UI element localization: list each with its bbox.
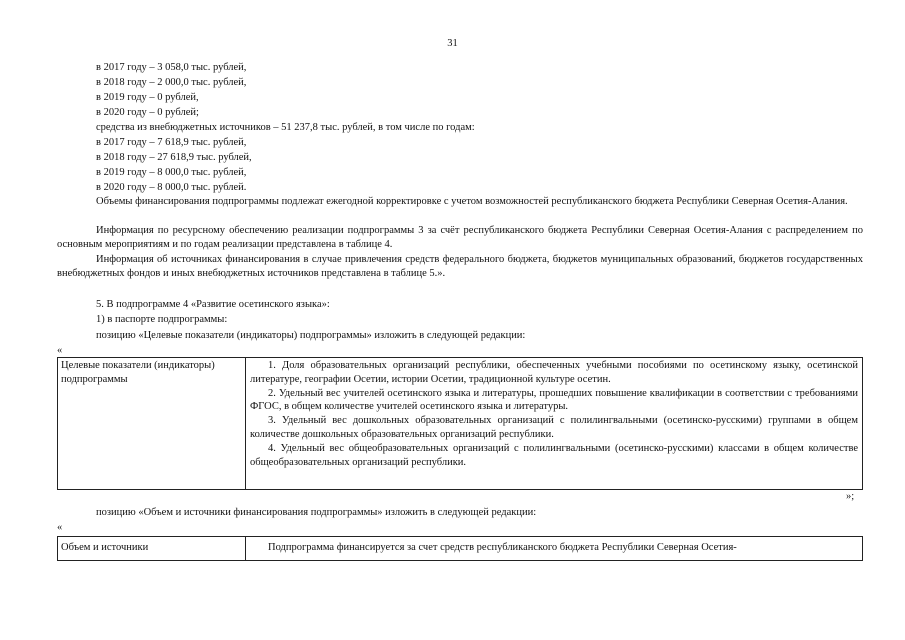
budget-line: в 2020 году – 8 000,0 тыс. рублей. — [96, 182, 247, 193]
budget-line: в 2018 году – 2 000,0 тыс. рублей, — [96, 77, 247, 88]
budget-line: в 2017 году – 3 058,0 тыс. рублей, — [96, 62, 247, 73]
open-quote: « — [57, 345, 63, 356]
budget-line: в 2020 году – 0 рублей; — [96, 107, 199, 118]
close-quote: »; — [846, 491, 855, 502]
budget-line: в 2019 году – 0 рублей, — [96, 92, 199, 103]
indicator-item: 3. Удельный вес дошкольных образовательных организаций с полилингвальными (осетинско-русскими) группами в общем количестве дошкольных образовательных организаций республики. — [250, 415, 858, 440]
budget-line: в 2019 году – 8 000,0 тыс. рублей, — [96, 167, 247, 178]
funding-table — [57, 536, 863, 561]
indicator-item: 1. Доля образовательных организаций республики, обеспеченных учебными пособиями по осетинскому языку, осетинской литературе, географии Осетии, истории Осетии, традиционной культуре осетин. — [250, 360, 858, 385]
open-quote: « — [57, 522, 63, 533]
funding-text-line: Подпрограмма финансируется за счет средств республиканского бюджета Республики Северная Осетия- — [268, 542, 737, 553]
budget-line: в 2017 году – 7 618,9 тыс. рублей, — [96, 137, 247, 148]
indicator-item: 2. Удельный вес учителей осетинского языка и литературы, прошедших повышение квалификации в соответствии с требованиями ФГОС, в общем количестве учителей осетинского языка и литературы. — [250, 387, 858, 413]
extra-sources-line: средства из внебюджетных источников – 51 237,8 тыс. рублей, в том числе по годам: — [96, 122, 475, 133]
paragraph: Информация по ресурсному обеспечению реализации подпрограммы 3 за счёт республиканского бюджета Республики Северная Осетия-Алания с распределением по основным мероприятиям и по годам реализации представлена в таблице 4. — [57, 225, 863, 250]
funding-label: Объем и источники — [58, 537, 246, 560]
paragraph: Объемы финансирования подпрограммы подлежат ежегодной корректировке с учетом возможностей республиканского бюджета Республики Северная Осетия-Алания. — [96, 196, 848, 207]
page-number: 31 — [447, 38, 458, 49]
section-line: позицию «Целевые показатели (индикаторы) подпрограммы» изложить в следующей редакции: — [96, 330, 526, 341]
funding-text — [246, 537, 862, 560]
indicator-item: 4. Удельный вес общеобразовательных организаций с полилингвальными (осетинско-русскими) классами в общем количестве общеобразовательных организаций республики. — [250, 442, 858, 468]
indicators-label: Целевые показатели (индикаторы) подпрограммы — [58, 358, 246, 489]
paragraph: Информация об источниках финансирования в случае привлечения средств федерального бюджета, бюджетов муниципальных образований, бюджетов государственных внебюджетных фондов и иных внебюджетных источников представлена в таблице 5.». — [57, 254, 863, 279]
budget-line: в 2018 году – 27 618,9 тыс. рублей, — [96, 152, 252, 163]
section-line: позицию «Объем и источники финансирования подпрограммы» изложить в следующей редакции: — [96, 507, 537, 518]
section-heading: 5. В подпрограмме 4 «Развитие осетинского языка»: — [96, 299, 330, 310]
indicators-table — [57, 357, 863, 490]
indicators-list — [246, 358, 862, 489]
section-line: 1) в паспорте подпрограммы: — [96, 314, 228, 325]
